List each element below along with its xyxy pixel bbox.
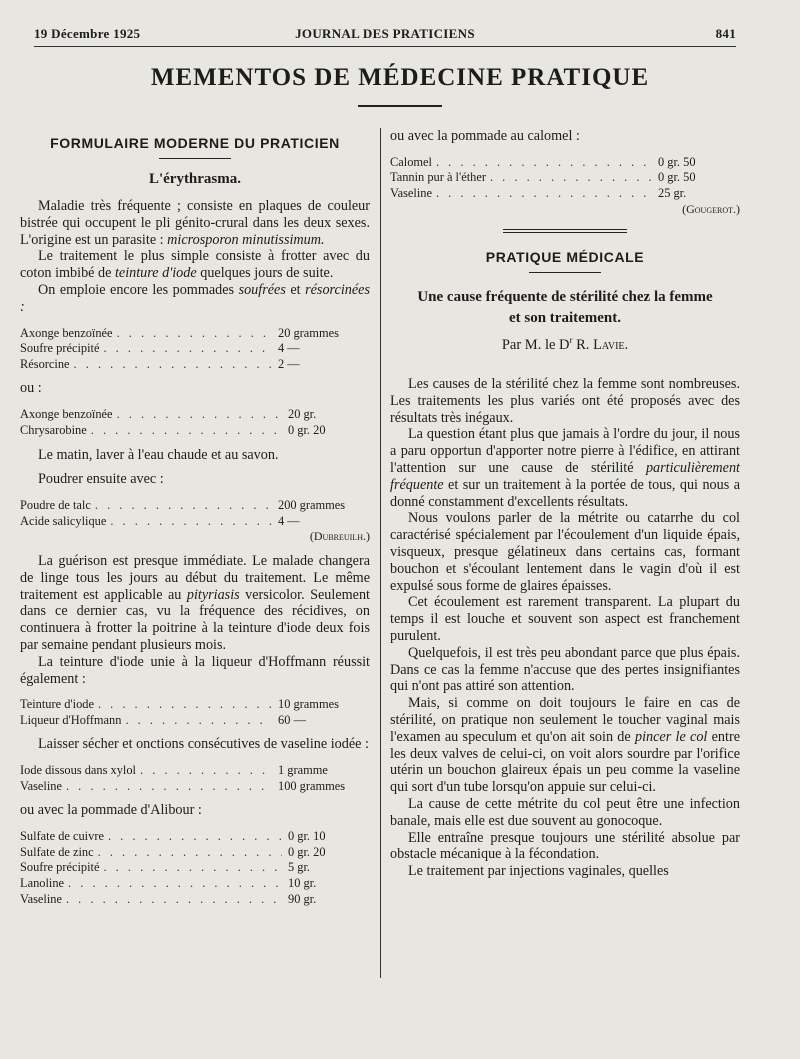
prescription-2 <box>20 407 370 438</box>
paragraph: Laisser sécher et onctions consécutives de vaseline iodée : <box>38 736 369 753</box>
prescription-row: Résorcine . . . 2 — <box>20 357 370 373</box>
connector-text: ou : <box>20 380 42 397</box>
prescription-row: Sulfate de zinc . . . 0 gr. 20 <box>20 845 370 861</box>
article-title: Une cause fréquente de stérilité chez la femme et son traitement. <box>417 289 713 327</box>
paragraph: Elle entraîne presque toujours une stérilité absolue par obstacle mécanique à la fécondation. <box>390 829 740 863</box>
left-column <box>20 128 370 915</box>
prescription-row: Calomel . . . 0 gr. 50 <box>390 155 740 171</box>
prescription-4 <box>20 697 370 728</box>
right-column <box>390 128 740 880</box>
prescription-row: Lanoline . . . 10 gr. <box>20 876 370 892</box>
section-rule <box>529 272 601 273</box>
paragraph: Cet écoulement est rarement transparent. La plupart du temps il est louche et souvent son aspect est franchement purulent. <box>390 594 740 644</box>
paragraph: Le traitement par injections vaginales, quelles <box>408 863 669 880</box>
paragraph: Nous voulons parler de la métrite ou catarrhe du col caractérisé spécialement par l'écoulement d'un liquide épais, visqueux, presque gélatineux dans certains cas, formant bouchon et s'écoulant lentement dans le vagin d'où il est expulsé sous forme de glaires épaisses. <box>390 510 740 594</box>
prescription-row: Vaseline . . . 25 gr. <box>390 186 740 202</box>
paragraph: Les causes de la stérilité chez la femme sont nombreuses. Les traitements les plus variés ont été proposés avec des résultats très inégaux. <box>390 376 740 426</box>
running-header <box>34 22 736 47</box>
paragraph: Poudrer ensuite avec : <box>38 471 164 488</box>
section-title-formulaire: FORMULAIRE MODERNE DU PRATICIEN <box>50 135 340 151</box>
paragraph: ou avec la pommade d'Alibour : <box>20 802 202 819</box>
section-rule <box>159 158 231 159</box>
paragraph: La cause de cette métrite du col peut être une infection banale, mais elle est due souvent au gonocoque. <box>390 795 740 829</box>
section-title-pratique: PRATIQUE MÉDICALE <box>485 249 645 266</box>
prescription-row: Tannin pur à l'éther . . . 0 gr. 50 <box>390 170 740 186</box>
paragraph: Quelquefois, il est très peu abondant parce que plus épais. Dans ce cas la femme n'accuse que des pertes insignifiantes qui n'ont pas attiré son attention. <box>390 644 740 695</box>
prescription-row: Acide salicylique . . . 4 — <box>20 514 370 530</box>
paragraph: Le matin, laver à l'eau chaude et au savon. <box>38 446 279 463</box>
paragraph: Maladie très fréquente ; consiste en plaques de couleur bistrée qui occupent le pli génito-crural dans les deux sexes. L'origine est un parasite : microsporon minutissimum. <box>20 198 370 248</box>
prescription-row: Axonge benzoïnée . . . 20 gr. <box>20 407 370 423</box>
prescription-row: Soufre précipité . . . 4 — <box>20 341 370 357</box>
column-divider <box>380 128 381 978</box>
paragraph: ou avec la pommade au calomel : <box>390 128 580 144</box>
prescription-row: Poudre de talc . . . 200 grammes <box>20 498 370 514</box>
page-number: 841 <box>715 26 736 41</box>
header-date: 19 Décembre 1925 <box>34 26 141 41</box>
prescription-row: Teinture d'iode . . . 10 grammes <box>20 697 370 713</box>
double-rule-separator <box>503 229 627 233</box>
header-journal-name: JOURNAL DES PRATICIENS <box>295 26 475 41</box>
paragraph: La teinture d'iode unie à la liqueur d'Hoffmann réussit également : <box>20 653 370 687</box>
paragraph: La question étant plus que jamais à l'ordre du jour, il nous a paru opportun d'apporter notre pierre à l'édifice, en attirant l'attention sur une cause de stérilité particulièrement fréquente et sur un traitement à la portée de tous, qui nous a donné constamment d'excellents résultats. <box>390 426 740 510</box>
paragraph: Mais, si comme on doit toujours le faire en cas de stérilité, on pratique non seulement le toucher vaginal mais l'examen au speculum et qu'on ait soin de pincer le col entre les deux valves de celui-ci, on voit alors sourdre par l'orifice utérin un bouchon glaireux épais un peu comme la vaseline qui sort d'un tube lorsqu'on appuie sur celui-ci. <box>390 695 740 796</box>
prescription-row: Liqueur d'Hoffmann . . . 60 — <box>20 713 370 729</box>
prescription-row: Axonge benzoïnée . . . 20 grammes <box>20 326 370 342</box>
prescription-1 <box>20 326 370 373</box>
page-title: MEMENTOS DE MÉDECINE PRATIQUE <box>150 64 650 91</box>
prescription-row: Soufre précipité . . . 5 gr. <box>20 860 370 876</box>
prescription-5 <box>20 763 370 794</box>
subsection-title-erythrasma: L'érythrasma. <box>148 171 242 187</box>
prescription-3 <box>20 498 370 545</box>
prescription-row: Vaseline . . . 100 grammes <box>20 779 370 795</box>
prescription-author: (Dubreuilh.) <box>309 529 370 544</box>
prescription-6 <box>20 829 370 907</box>
prescription-row: Chrysarobine . . . 0 gr. 20 <box>20 423 370 439</box>
prescription-row: Sulfate de cuivre . . . 0 gr. 10 <box>20 829 370 845</box>
prescription-author: (Gougerot.) <box>682 201 740 216</box>
article-byline: Par M. le $D^r$ R. Lavie. <box>501 335 629 353</box>
paragraph: On emploie encore les pommades soufrées et résorcinées : <box>20 281 370 315</box>
title-rule <box>358 105 442 107</box>
paragraph: La guérison est presque immédiate. Le malade changera de linge tous les jours au début du traitement. Le même traitement est applicable au pityriasis versicolor. Seulement dans ce dernier cas, vu la fréquence des récidives, on continuera à frotter la poitrine à la teinture d'iode deux fois par semaine pendant plusieurs mois. <box>20 552 370 653</box>
paragraph: Le traitement le plus simple consiste à frotter avec du coton imbibé de teinture d'iode quelques jours de suite. <box>20 248 370 282</box>
prescription-row: Iode dissous dans xylol . . . 1 gramme <box>20 763 370 779</box>
prescription-calomel <box>390 155 740 217</box>
prescription-row: Vaseline . . . 90 gr. <box>20 892 370 908</box>
